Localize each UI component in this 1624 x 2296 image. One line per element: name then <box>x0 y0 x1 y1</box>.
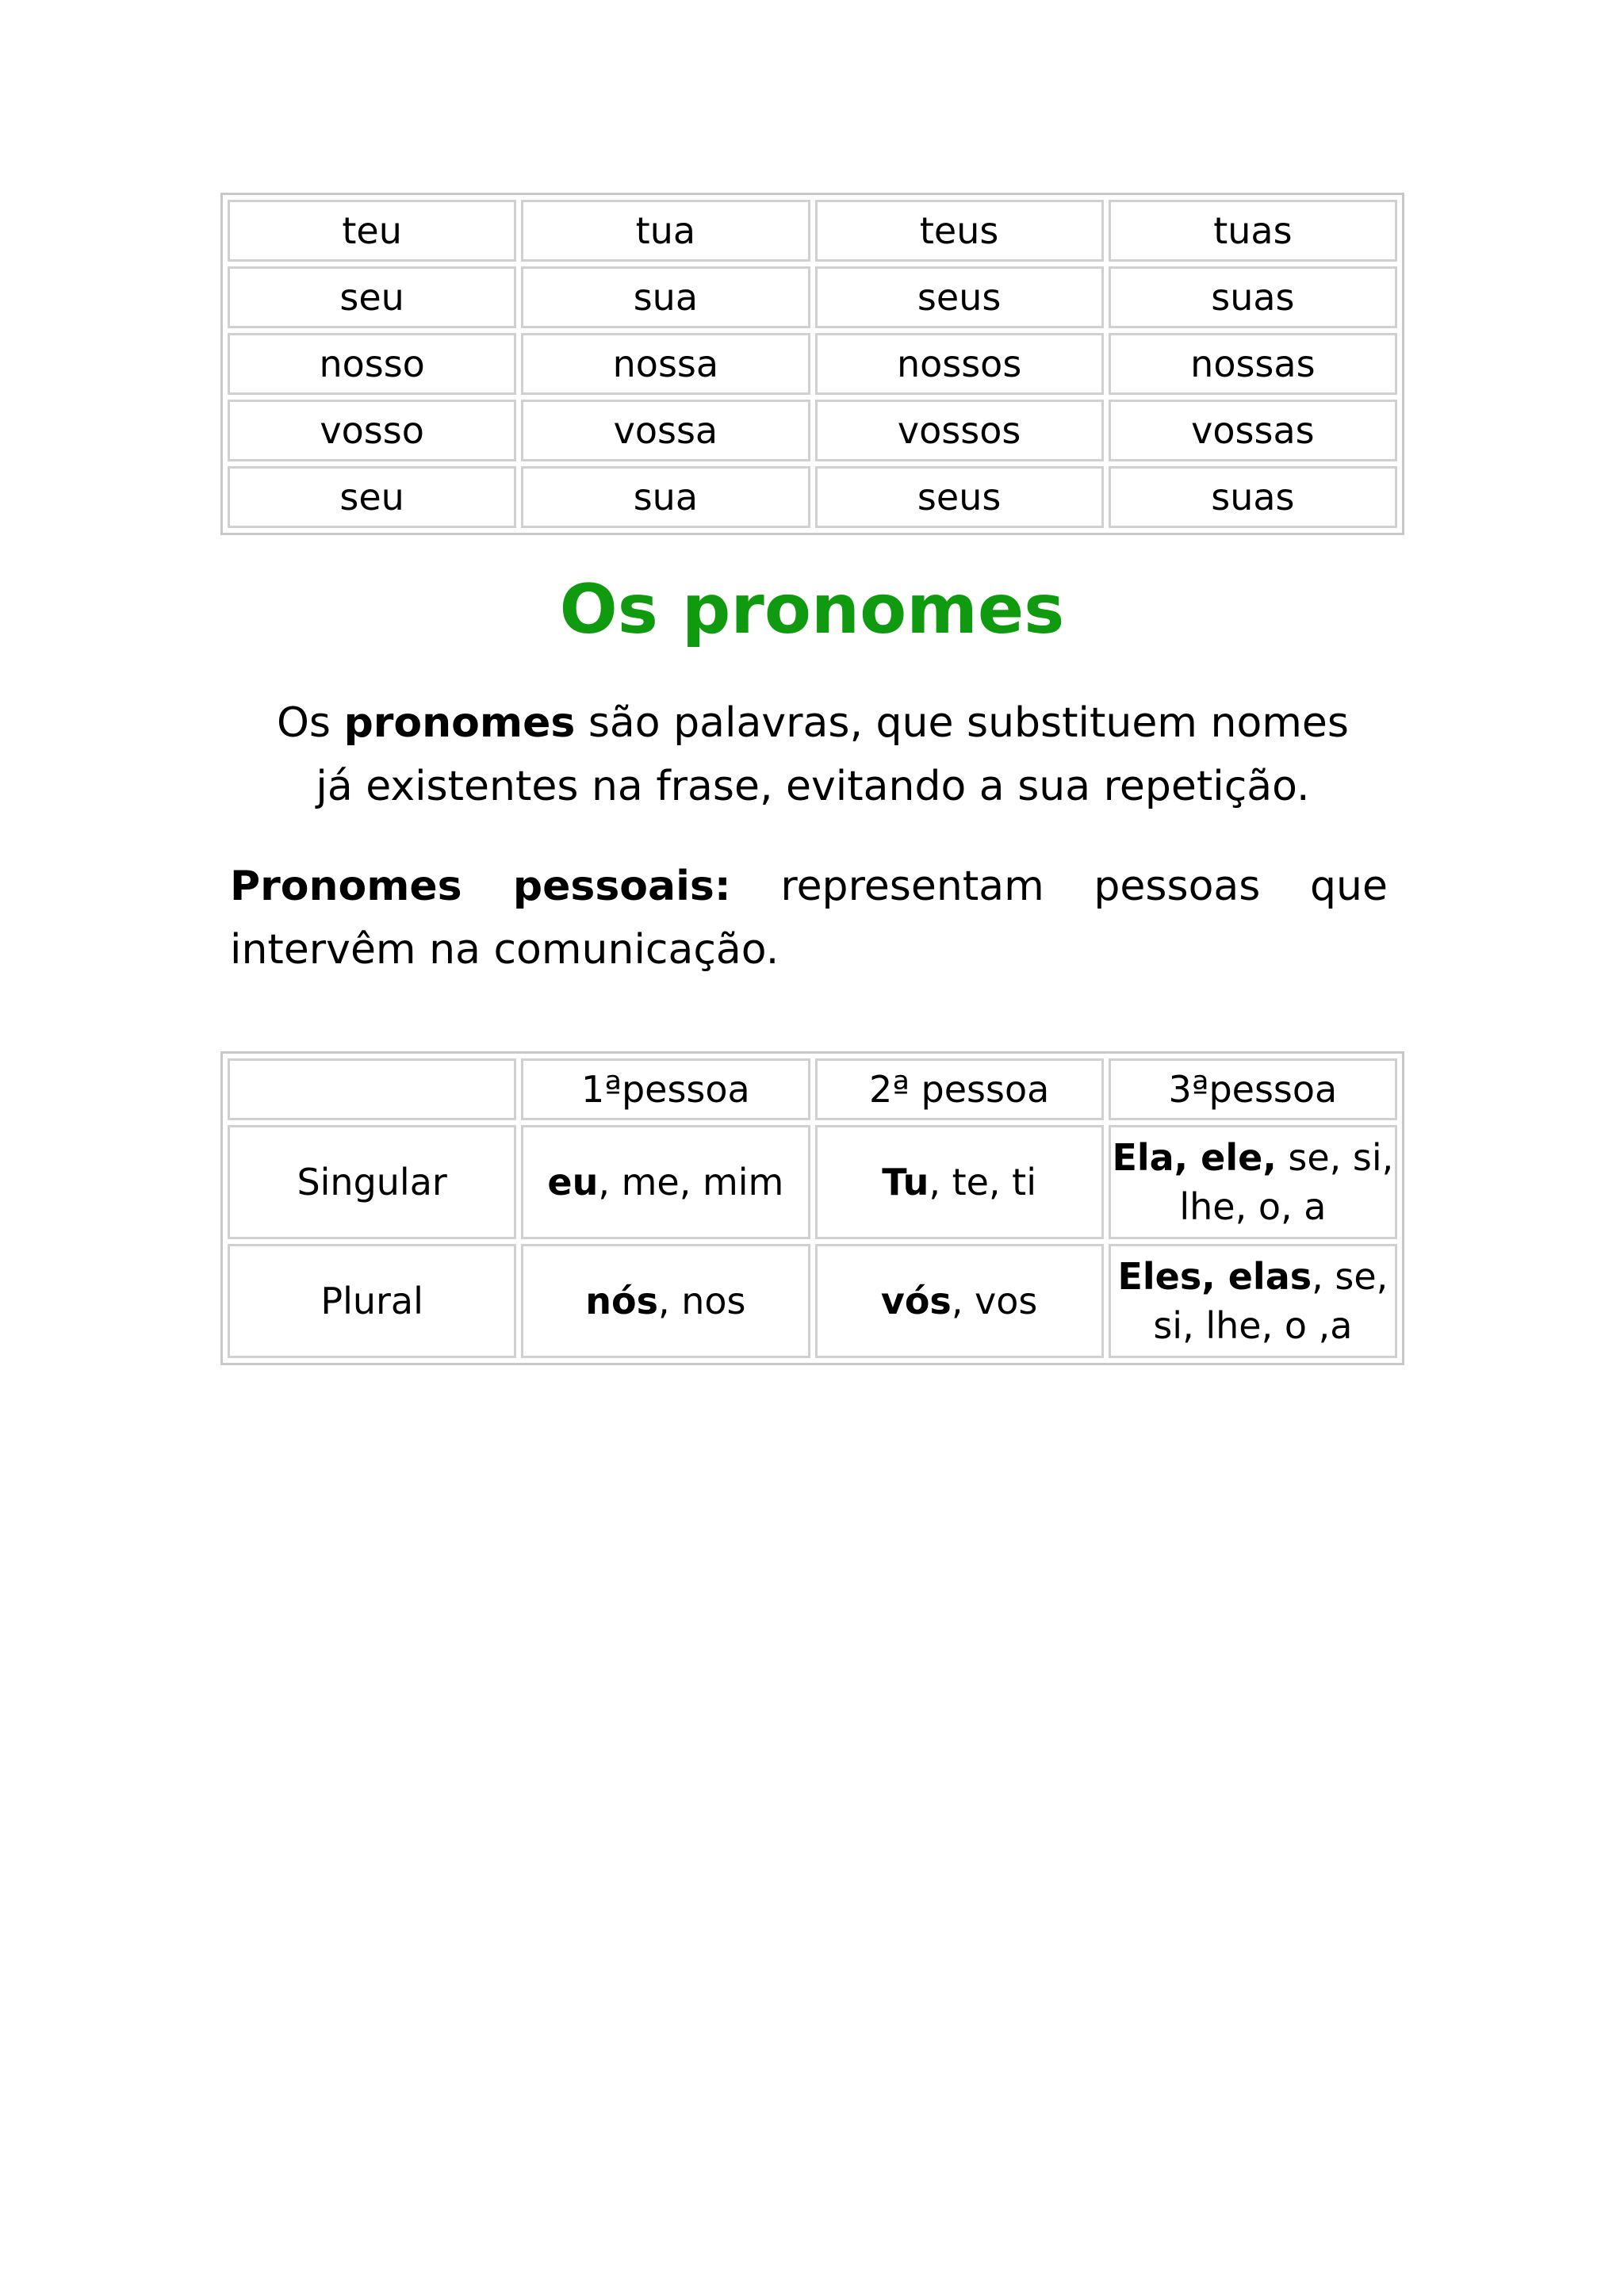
table-row <box>228 333 1397 395</box>
intro-bold-term: pronomes <box>343 699 576 747</box>
table-cell <box>1109 1244 1397 1358</box>
intro-text-after: são palavras, que substituem nomes já existentes na frase, evitando a sua repetição. <box>316 699 1349 810</box>
pronoun-bold: vós <box>880 1279 952 1322</box>
pronoun-rest: , nos <box>657 1279 746 1322</box>
table-cell: sua <box>521 466 810 528</box>
table-cell: teus <box>815 200 1104 262</box>
header-cell-empty <box>228 1058 516 1120</box>
pronoun-rest: , se, si, lhe, o ,a <box>1153 1254 1388 1347</box>
table-cell: vosso <box>228 400 516 461</box>
table-cell <box>815 1244 1104 1358</box>
table-cell: seu <box>228 466 516 528</box>
pronoun-bold: Eles, elas <box>1117 1254 1312 1298</box>
header-cell-second-person: 2ª pessoa <box>815 1058 1104 1120</box>
table-cell: nosso <box>228 333 516 395</box>
table-cell: suas <box>1109 466 1397 528</box>
pronoun-bold: nós <box>585 1279 658 1322</box>
header-cell-third-person: 3ªpessoa <box>1109 1058 1397 1120</box>
page-title: Os pronomes <box>559 570 1065 649</box>
intro-text-before: Os <box>277 699 344 747</box>
row-label-singular: Singular <box>228 1125 516 1239</box>
header-cell-first-person: 1ªpessoa <box>521 1058 810 1120</box>
table-cell: nossas <box>1109 333 1397 395</box>
table-row <box>228 200 1397 262</box>
table-cell: seus <box>815 266 1104 328</box>
table-cell: tua <box>521 200 810 262</box>
table-cell <box>521 1125 810 1239</box>
table-cell <box>521 1244 810 1358</box>
table-header-row <box>228 1058 1397 1120</box>
table-cell: seus <box>815 466 1104 528</box>
table-cell: vossa <box>521 400 810 461</box>
personal-pronouns-table <box>220 1051 1404 1365</box>
pronoun-rest: , vos <box>951 1279 1038 1322</box>
table-cell: sua <box>521 266 810 328</box>
pronoun-rest: , me, mim <box>598 1160 784 1203</box>
table-cell: teu <box>228 200 516 262</box>
pronoun-bold: Tu <box>882 1160 929 1203</box>
definition-term: Pronomes pessoais: <box>230 863 731 910</box>
table-row <box>228 266 1397 328</box>
possessive-table <box>220 193 1404 535</box>
pronoun-rest: , te, ti <box>929 1160 1036 1203</box>
row-label-plural: Plural <box>228 1244 516 1358</box>
table-cell: vossos <box>815 400 1104 461</box>
table-cell <box>815 1125 1104 1239</box>
table-cell: vossas <box>1109 400 1397 461</box>
intro-paragraph <box>270 691 1356 818</box>
personal-pronouns-definition <box>230 855 1388 982</box>
table-cell <box>1109 1125 1397 1239</box>
table-row-singular <box>228 1125 1397 1239</box>
pronoun-bold: eu <box>547 1160 599 1203</box>
table-cell: seu <box>228 266 516 328</box>
table-row <box>228 400 1397 461</box>
table-cell: nossos <box>815 333 1104 395</box>
table-row <box>228 466 1397 528</box>
definition-text: representam pessoas que intervêm na comunicação. <box>230 863 1388 974</box>
table-cell: tuas <box>1109 200 1397 262</box>
pronoun-rest: se, si, lhe, o, a <box>1179 1135 1394 1228</box>
pronoun-bold: Ela, ele, <box>1112 1135 1277 1179</box>
table-cell: nossa <box>521 333 810 395</box>
table-cell: suas <box>1109 266 1397 328</box>
table-row-plural <box>228 1244 1397 1358</box>
